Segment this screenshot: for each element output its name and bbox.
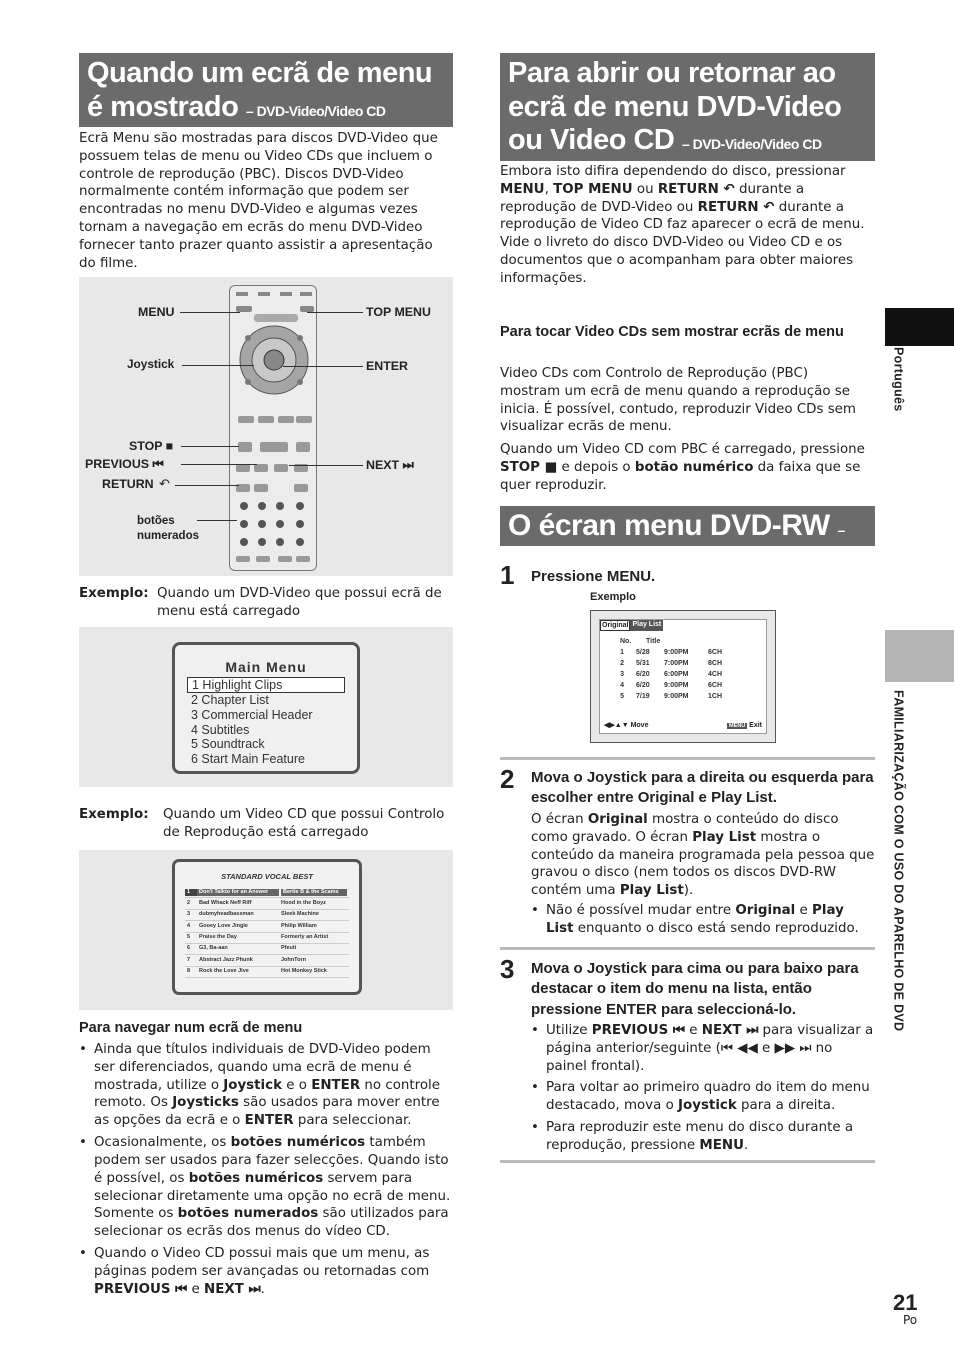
main-menu-item[interactable]: 6 Start Main Feature [191,752,305,767]
text-run: para seleccionar. [293,1113,412,1129]
nav-heading: Para navegar num ecrã de menu [79,1020,303,1036]
exit-hint: Exit [749,721,762,729]
bold-text: Play List [546,903,844,936]
step-divider [500,757,875,760]
text-run: mostra o conteúdo do disco como gravado. O écran [531,812,839,845]
right-intro [500,163,870,288]
move-hint: Move [630,721,649,729]
label-stop: STOP ■ [129,439,174,453]
vcd-menu-row[interactable] [185,967,349,978]
text-run: e [684,1023,702,1038]
list-item [79,1134,453,1241]
text-run: O écran [531,812,588,827]
example-1-text: Quando um DVD-Video que possui ecrã de menu está carregado [157,586,442,619]
bold-text: Play List [692,829,757,845]
bold-text: MENU [699,1137,744,1153]
vcd-menu-cell: Bad Whack Neff Riff [199,899,252,906]
bold-text: Joystick [223,1077,282,1093]
step-divider [500,947,875,950]
text-run: Para voltar ao primeiro quadro do item do menu destacado, mova o [546,1080,870,1114]
pointer-line [197,520,237,521]
vcd-menu-cell: 8 [187,968,191,975]
dvdrw-list-cell: 5/31 [636,659,650,667]
bold-text: Original [587,812,648,827]
dvdrw-list-cell: 6CH [708,681,723,689]
vcd-menu-cell: Gooey Love Jingle [199,922,248,929]
text-run: Quando o Video CD possui mais que um menu, as páginas podem ser avançadas ou retornadas com [94,1246,430,1279]
bold-text: botões numéricos [188,1170,324,1186]
vcd-menu-cell: Hot Monkey Stick [281,968,327,975]
bold-text: Play List [619,883,684,899]
dvdrw-section-heading [500,506,875,570]
dvdrw-list-row[interactable] [606,669,760,680]
vcd-menu-cell: Formerly an Artist [281,934,329,941]
side-tab-black [885,308,954,346]
col-title: Title [646,637,661,645]
text-run: são utilizados para selecionar os ecrãs dos menus do vídeo CD. [94,1206,449,1240]
pointer-line [181,464,257,465]
bold-text: RETURN ↶ [657,181,735,197]
dvdrw-list-cell: 4CH [708,670,723,678]
label-return: RETURN [102,477,154,491]
list-item [531,902,875,938]
pointer-line [289,465,363,466]
dvdrw-list-row[interactable] [606,680,760,691]
main-menu-item[interactable]: 2 Chapter List [191,693,269,708]
side-tab-gray [885,630,954,682]
label-buttons-1: botões [137,515,175,527]
text-run: e depois o [557,459,635,475]
text-run: durante a reprodução de Video CD faz aparecer o ecrã de menu. Vide o livreto do disco DVD-Video ou Video CD e os documentos que o acompanham para obter maiores informações. [500,199,865,286]
tab-play-list[interactable]: Play List [630,620,663,631]
bold-text: NEXT ⏭ [701,1023,759,1038]
dvdrw-heading-subtitle: – DVD-RW [508,522,845,570]
step-3-number: 3 [500,954,515,984]
dvdrw-list-cell: 6/20 [636,681,650,689]
vcd-menu-cell: 7 [187,956,191,963]
remote-buttons [230,286,318,572]
bold-text: MENU [500,181,545,197]
step-2-body [531,811,875,900]
vcd-menu-cell: JohnTorn [281,956,306,963]
tv-screen-vcd-menu [172,859,362,995]
text-run: Para reproduzir este menu do disco durante a reprodução, pressione [546,1120,854,1153]
left-heading-title: Quando um ecrã de menu é mostrado [87,57,433,123]
dvdrw-list-cell: 1CH [708,692,723,700]
return-icon: ↶ [159,477,170,492]
vcd-menu-row[interactable] [185,887,349,898]
bold-text: NEXT ⏭ [204,1281,261,1297]
dvdrw-list-cell: 9:00PM [664,681,689,689]
page-number: 21 [893,1290,918,1315]
vcd-menu-cell: Philip William [281,922,317,929]
example-2-text: Quando um Video CD que possui Controlo de Reprodução está carregado [163,807,445,840]
bold-text: STOP ■ [500,459,558,475]
vcd-menu-row[interactable] [185,921,349,932]
label-enter: ENTER [366,359,408,373]
step-3-title: Mova o Joystick para cima ou para baixo para destacar o item do menu na lista, então pressione ENTER para seleccioná-lo. [531,960,859,1018]
dvdrw-list-cell: 1 [620,648,624,656]
text-run: ou [632,181,658,197]
vcd-menu-cell: Hood in the Boyz [281,899,326,906]
text-run: também podem ser usados para fazer selecções. Quando isto é possível, os [94,1135,449,1186]
main-menu-item[interactable]: 1 Highlight Clips [187,677,345,694]
dvdrw-list-cell: 3 [620,670,624,678]
bold-text: RETURN ↶ [697,199,775,215]
page-language-code: Po [903,1313,918,1327]
text-run: Não é possível mudar entre [546,903,736,918]
dvdrw-list-cell: 4 [620,681,624,689]
text-run: para a direita. [736,1098,836,1114]
step-1-number: 1 [500,560,515,590]
label-menu: MENU [138,305,175,319]
bold-text: PREVIOUS ⏮ [591,1023,685,1038]
main-menu-item[interactable]: 3 Commercial Header [191,708,313,723]
dvdrw-list-cell: 2 [620,659,624,667]
text-run: ). [683,883,694,899]
text-run: Utilize [546,1023,592,1038]
joystick-arrows-icon: ◀▶▲▼ [604,721,631,729]
label-previous: PREVIOUS ⏮ [85,457,164,471]
main-menu-list [187,677,345,767]
text-run: da faixa que se quer reproduzir. [500,459,861,493]
step-3-bullets [531,1022,875,1159]
bold-text: botão numérico [634,459,754,475]
text-run: para visualizar a página anterior/seguinte (⏮ ◀◀ e ▶▶ ⏭ no painel frontal). [546,1023,874,1074]
label-joystick: Joystick [127,357,175,371]
text-run: Embora isto difira dependendo do disco, pressionar [500,164,846,179]
tv-screen-main-menu [172,642,360,774]
dvdrw-list-row[interactable] [606,647,760,658]
left-heading-subtitle: – DVD-Video/Video CD [245,102,386,119]
step-2-number: 2 [500,764,515,794]
text-run: Quando um Video CD com PBC é carregado, pressione [500,442,865,457]
list-item [531,1022,875,1075]
pointer-line [283,366,363,367]
step-2-title: Mova o Joystick para a direita ou esquerda para escolher entre Original e Play List. [531,769,874,807]
text-run: e [795,903,813,918]
right-heading-title: Para abrir ou retornar ao ecrã de menu DVD-Video ou Video CD [508,57,842,157]
sub-heading: Para tocar Video CDs sem mostrar ecrãs de menu [500,324,844,340]
dvdrw-list-cell: 5 [620,692,624,700]
vcd-menu-cell: 5 [187,934,191,941]
bold-text: ENTER [311,1077,361,1093]
nav-bullet-list [79,1041,453,1303]
menu-key-icon: MENU [729,722,746,729]
dvdrw-list-cell: 6:00PM [664,670,689,678]
text-run: Ainda que títulos individuais de DVD-Video podem ser diferenciados, quando uma ecrã de menu é mostrada, utilize o [94,1042,431,1093]
dvdrw-list-cell: 8CH [708,659,723,667]
dvdrw-list-cell: 9:00PM [664,648,689,656]
vcd-menu-row[interactable] [185,910,349,921]
dvdrw-list-cell: 6CH [708,648,723,656]
remote-panel [79,277,453,576]
text-run: Ocasionalmente, os [94,1135,231,1151]
remote-control-illustration [229,285,317,571]
step-1-example-label: Exemplo [590,591,636,603]
dvdrw-menu-screen [590,610,776,743]
text-run: são usados para mover entre as opções da ecrã e o [94,1095,440,1129]
section-end-rule [500,1160,875,1163]
col-no: No. [620,637,632,645]
label-top-menu: TOP MENU [366,305,431,319]
dvdrw-list-row[interactable] [606,691,760,702]
main-menu-item[interactable]: 4 Subtitles [191,722,250,737]
list-item [531,1079,875,1115]
text-run: e o [281,1077,312,1093]
text-run: durante a reprodução de DVD-Video ou [500,181,805,215]
pointer-line [307,312,363,313]
vcd-menu-row[interactable] [185,933,349,944]
pointer-line [182,365,254,366]
vcd-menu-row[interactable] [185,955,349,966]
bold-text: Joystick [678,1098,737,1114]
vcd-menu-cell: dubmyheadbassman [199,911,254,918]
side-section-label: FAMILIARIZAÇÃO COM O USO DO APARELHO DE DVD [891,690,906,1032]
bold-text: Joysticks [172,1095,239,1111]
dvdrw-list-cell: 7:00PM [664,659,689,667]
tab-original[interactable]: Original [600,620,630,631]
bold-text: botões numerados [177,1206,319,1222]
list-item [531,1119,875,1155]
label-next: NEXT ⏭ [366,458,414,472]
step-2-bullets [531,902,875,942]
vcd-menu-cell: 1 [185,889,197,896]
vcd-menu-cell: Don't Talkto for an Answer [197,889,279,896]
vcd-menu-title: STANDARD VOCAL BEST [221,872,313,881]
right-section-heading [500,53,875,161]
side-language-label: Português [891,347,906,412]
step-1-title: Pressione MENU. [531,568,656,585]
sub-paragraph-2 [500,441,872,494]
vcd-menu-cell: Rock the Love Jive [199,968,249,975]
list-item [79,1245,453,1298]
dvdrw-list-cell: 5/28 [636,648,650,656]
text-run: no controle remoto. Os [94,1077,440,1111]
text-run: , [544,181,554,197]
vcd-menu-panel [79,850,453,1010]
right-heading-subtitle: – DVD-Video/Video CD [681,136,822,153]
dvdrw-list-cell: 7/19 [636,692,650,700]
vcd-menu-cell: 6 [187,945,191,952]
pointer-line [180,312,240,313]
sub-paragraph-1: Video CDs com Controlo de Reprodução (PBC) mostram um ecrã de menu quando a reprodução se inicia. É possível, contudo, reproduzir Video CDs sem visualizar ecrãs de menu. [500,366,856,435]
vcd-menu-row[interactable] [185,898,349,909]
dvdrw-heading-title: O écran menu DVD-RW [508,509,830,542]
vcd-menu-row[interactable] [185,944,349,955]
dvdrw-list-cell: 6/20 [636,670,650,678]
left-intro: Ecrã Menu são mostradas para discos DVD-Video que possuem telas de menu ou Video CDs que incluem o controle de reprodução (PBC). Discos DVD-Video normalmente contém informação que podem ser encontradas no menu DVD-Video e algumas vezes tornam a navegação em ecrãs do menu DVD-Video fornecer tanto prazer quanto assistir a apresentação do filme. [79,131,438,271]
vcd-menu-cell: Sleek Machine [281,911,319,918]
pointer-line [175,485,239,486]
vcd-menu-cell: Abstract Jazz Phunk [199,956,253,963]
example-1-label: Exemplo: [79,586,149,601]
dvdrw-list-cell: 9:00PM [664,692,689,700]
dvdrw-list-row[interactable] [606,658,760,669]
bold-text: TOP MENU [553,181,633,197]
vcd-menu-cell: Praise the Day [199,934,237,941]
text-run: . [743,1137,749,1153]
dvdrw-list [606,636,760,702]
text-run: mostra o conteúdo da maneira programada pela pessoa que gravou o disco (nem todos os discos DVD-RW contém uma [531,829,875,899]
left-section-heading [79,53,453,127]
list-item [79,1041,453,1130]
bold-text: ENTER [244,1113,294,1129]
vcd-menu-cell: Bertie B & the Scams [281,889,347,896]
main-menu-title: Main Menu [225,659,307,675]
example-2-label: Exemplo: [79,807,149,822]
bold-text: botões numéricos [230,1135,366,1151]
vcd-menu-cell: 2 [187,899,191,906]
vcd-menu-cell: 4 [187,922,191,929]
label-buttons-2: numerados [137,530,199,542]
text-run: enquanto o disco está sendo reproduzido. [573,920,859,936]
text-run: servem para selecionar diretamente uma opção no ecrã de menu. Somente os [94,1170,451,1222]
main-menu-panel [79,627,453,787]
vcd-menu-cell: G3, Ba-aan [199,945,228,952]
bold-text: Original [735,903,796,918]
vcd-menu-list [185,887,349,978]
bold-text: PREVIOUS ⏮ [94,1281,188,1297]
dvdrw-menu-inner [599,619,767,734]
pointer-line [181,446,239,447]
main-menu-item[interactable]: 5 Soundtrack [191,737,265,752]
vcd-menu-cell: 3 [187,911,191,918]
vcd-menu-cell: Pfeuti [281,945,297,952]
text-run: . [260,1281,265,1297]
text-run: e [187,1281,204,1297]
